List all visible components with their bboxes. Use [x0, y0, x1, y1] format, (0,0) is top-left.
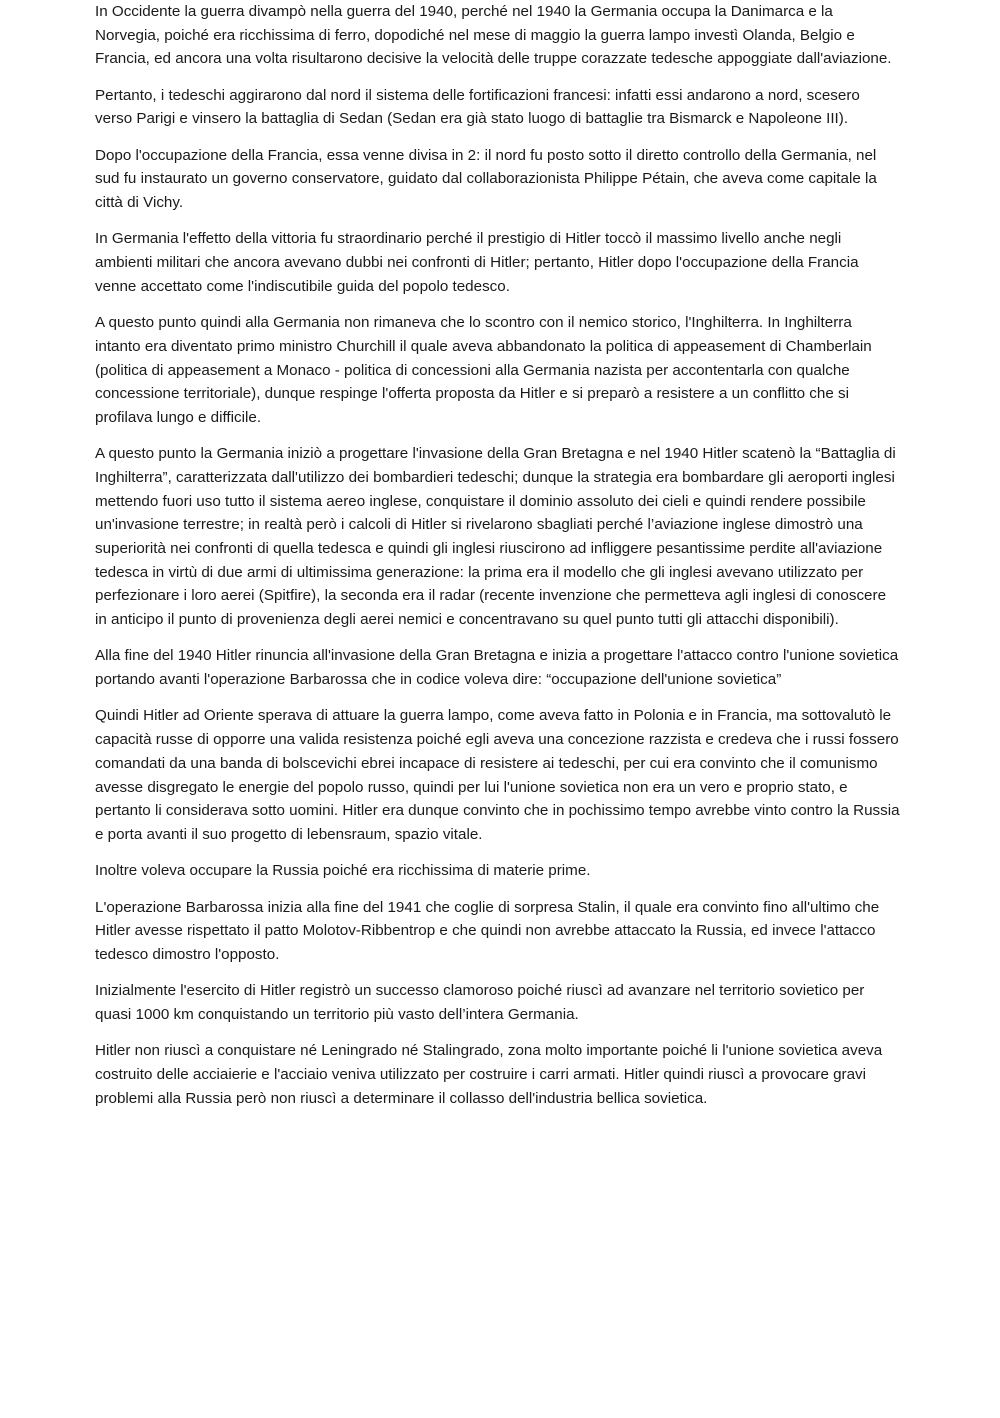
paragraph-4: In Germania l'effetto della vittoria fu straordinario perché il prestigio di Hitler toccò il massimo livello anche negli ambienti militari che ancora avevano dubbi nei confronti di Hitler; pertanto, Hitler dopo l'occupazione della Francia venne accettato come l'indiscutibile guida del popolo tedesco.	[95, 230, 859, 295]
paragraph-9: Inoltre voleva occupare la Russia poiché era ricchissima di materie prime.	[95, 862, 591, 880]
paragraph-11: Inizialmente l'esercito di Hitler registrò un successo clamoroso poiché riuscì ad avanzare nel territorio sovietico per quasi 1000 km conquistando un territorio più vasto dell’intera Germania.	[95, 982, 865, 1023]
paragraph-10: L'operazione Barbarossa inizia alla fine del 1941 che coglie di sorpresa Stalin, il quale era convinto fino all'ultimo che Hitler avesse rispettato il patto Molotov-Ribbentrop e che quindi non avrebbe attaccato la Russia, ed invece l'attacco tedesco dimostro l'opposto.	[95, 898, 880, 963]
paragraph-1: In Occidente la guerra divampò nella guerra del 1940, perché nel 1940 la Germania occupa la Danimarca e la Norvegia, poiché era ricchissima di ferro, dopodiché nel mese di maggio la guerra lampo investì Olanda, Belgio e Francia, ed ancora una volta risultarono decisive la velocità delle truppe corazzate tedesche appoggiate dall'aviazione.	[95, 3, 892, 68]
paragraph-6: A questo punto la Germania iniziò a progettare l'invasione della Gran Bretagna e nel 1940 Hitler scatenò la “Battaglia di Inghilterra”, caratterizzata dall'utilizzo dei bombardieri tedeschi; dunque la strategia era bombardare gli aeroporti inglesi mettendo fuori uso tutto il sistema aereo inglese, conquistare il dominio assoluto dei cieli e quindi rendere possibile un'invasione terrestre; in realtà però i calcoli di Hitler si rivelarono sbagliati perché l’aviazione inglese dimostrò una superiorità nei confronti di quella tedesca e quindi gli inglesi riuscirono ad infliggere pesantissime perdite all'aviazione tedesca in virtù di due armi di ultimissima generazione: la prima era il modello che gli inglesi avevano utilizzato per perfezionare i loro aerei (Spitfire), la seconda era il radar (recente invenzione che permetteva agli inglesi di conoscere in anticipo il punto di provenienza degli aerei nemici e concentravano su quel punto tutti gli attacchi disponibili).	[95, 445, 896, 629]
paragraph-5: A questo punto quindi alla Germania non rimaneva che lo scontro con il nemico storico, l'Inghilterra. In Inghilterra intanto era diventato primo ministro Churchill il quale aveva abbandonato la politica di appeasement di Chamberlain (politica di appeasement a Monaco - politica di concessioni alla Germania nazista per accontentarla con qualche concessione territoriale), dunque respinge l'offerta proposta da Hitler e si preparò a resistere a un conflitto che si profilava lungo e difficile.	[95, 314, 872, 426]
paragraph-3: Dopo l'occupazione della Francia, essa venne divisa in 2: il nord fu posto sotto il diretto controllo della Germania, nel sud fu instaurato un governo conservatore, guidato dal collaborazionista Philippe Pétain, che aveva come capitale la città di Vichy.	[95, 146, 877, 212]
paragraph-7: Alla fine del 1940 Hitler rinuncia all'invasione della Gran Bretagna e inizia a progettare l'attacco contro l'unione sovietica portando avanti l'operazione Barbarossa che in codice voleva dire: “occupazione dell'unione sovietica”	[95, 647, 899, 689]
paragraph-12: Hitler non riuscì a conquistare né Leningrado né Stalingrado, zona molto importante poiché li l'unione sovietica aveva costruito delle acciaierie e l'acciaio veniva utilizzato per costruire i carri armati. Hitler quindi riuscì a provocare gravi problemi alla Russia però non riuscì a determinare il collasso dell'industria bellica sovietica.	[95, 1042, 883, 1107]
document-body	[95, 0, 901, 1123]
paragraph-2: Pertanto, i tedeschi aggirarono dal nord il sistema delle fortificazioni francesi: infatti essi andarono a nord, scesero verso Parigi e vinsero la battaglia di Sedan (Sedan era già stato luogo di battaglie tra Bismarck e Napoleone III).	[95, 86, 860, 128]
paragraph-8: Quindi Hitler ad Oriente sperava di attuare la guerra lampo, come aveva fatto in Polonia e in Francia, ma sottovalutò le capacità russe di opporre una valida resistenza poiché egli aveva una concezione razzista e credeva che i russi fossero comandati da una banda di bolscevichi ebrei incapace di resistere ai tedeschi, per cui era convinto che il comunismo avesse disgregato le energie del popolo russo, quindi per lui l'unione sovietica non era un vero e proprio stato, e pertanto li considerava sotto uomini. Hitler era dunque convinto che in pochissimo tempo avrebbe vinto contro la Russia e porta avanti il suo progetto di lebensraum, spazio vitale.	[95, 707, 900, 843]
